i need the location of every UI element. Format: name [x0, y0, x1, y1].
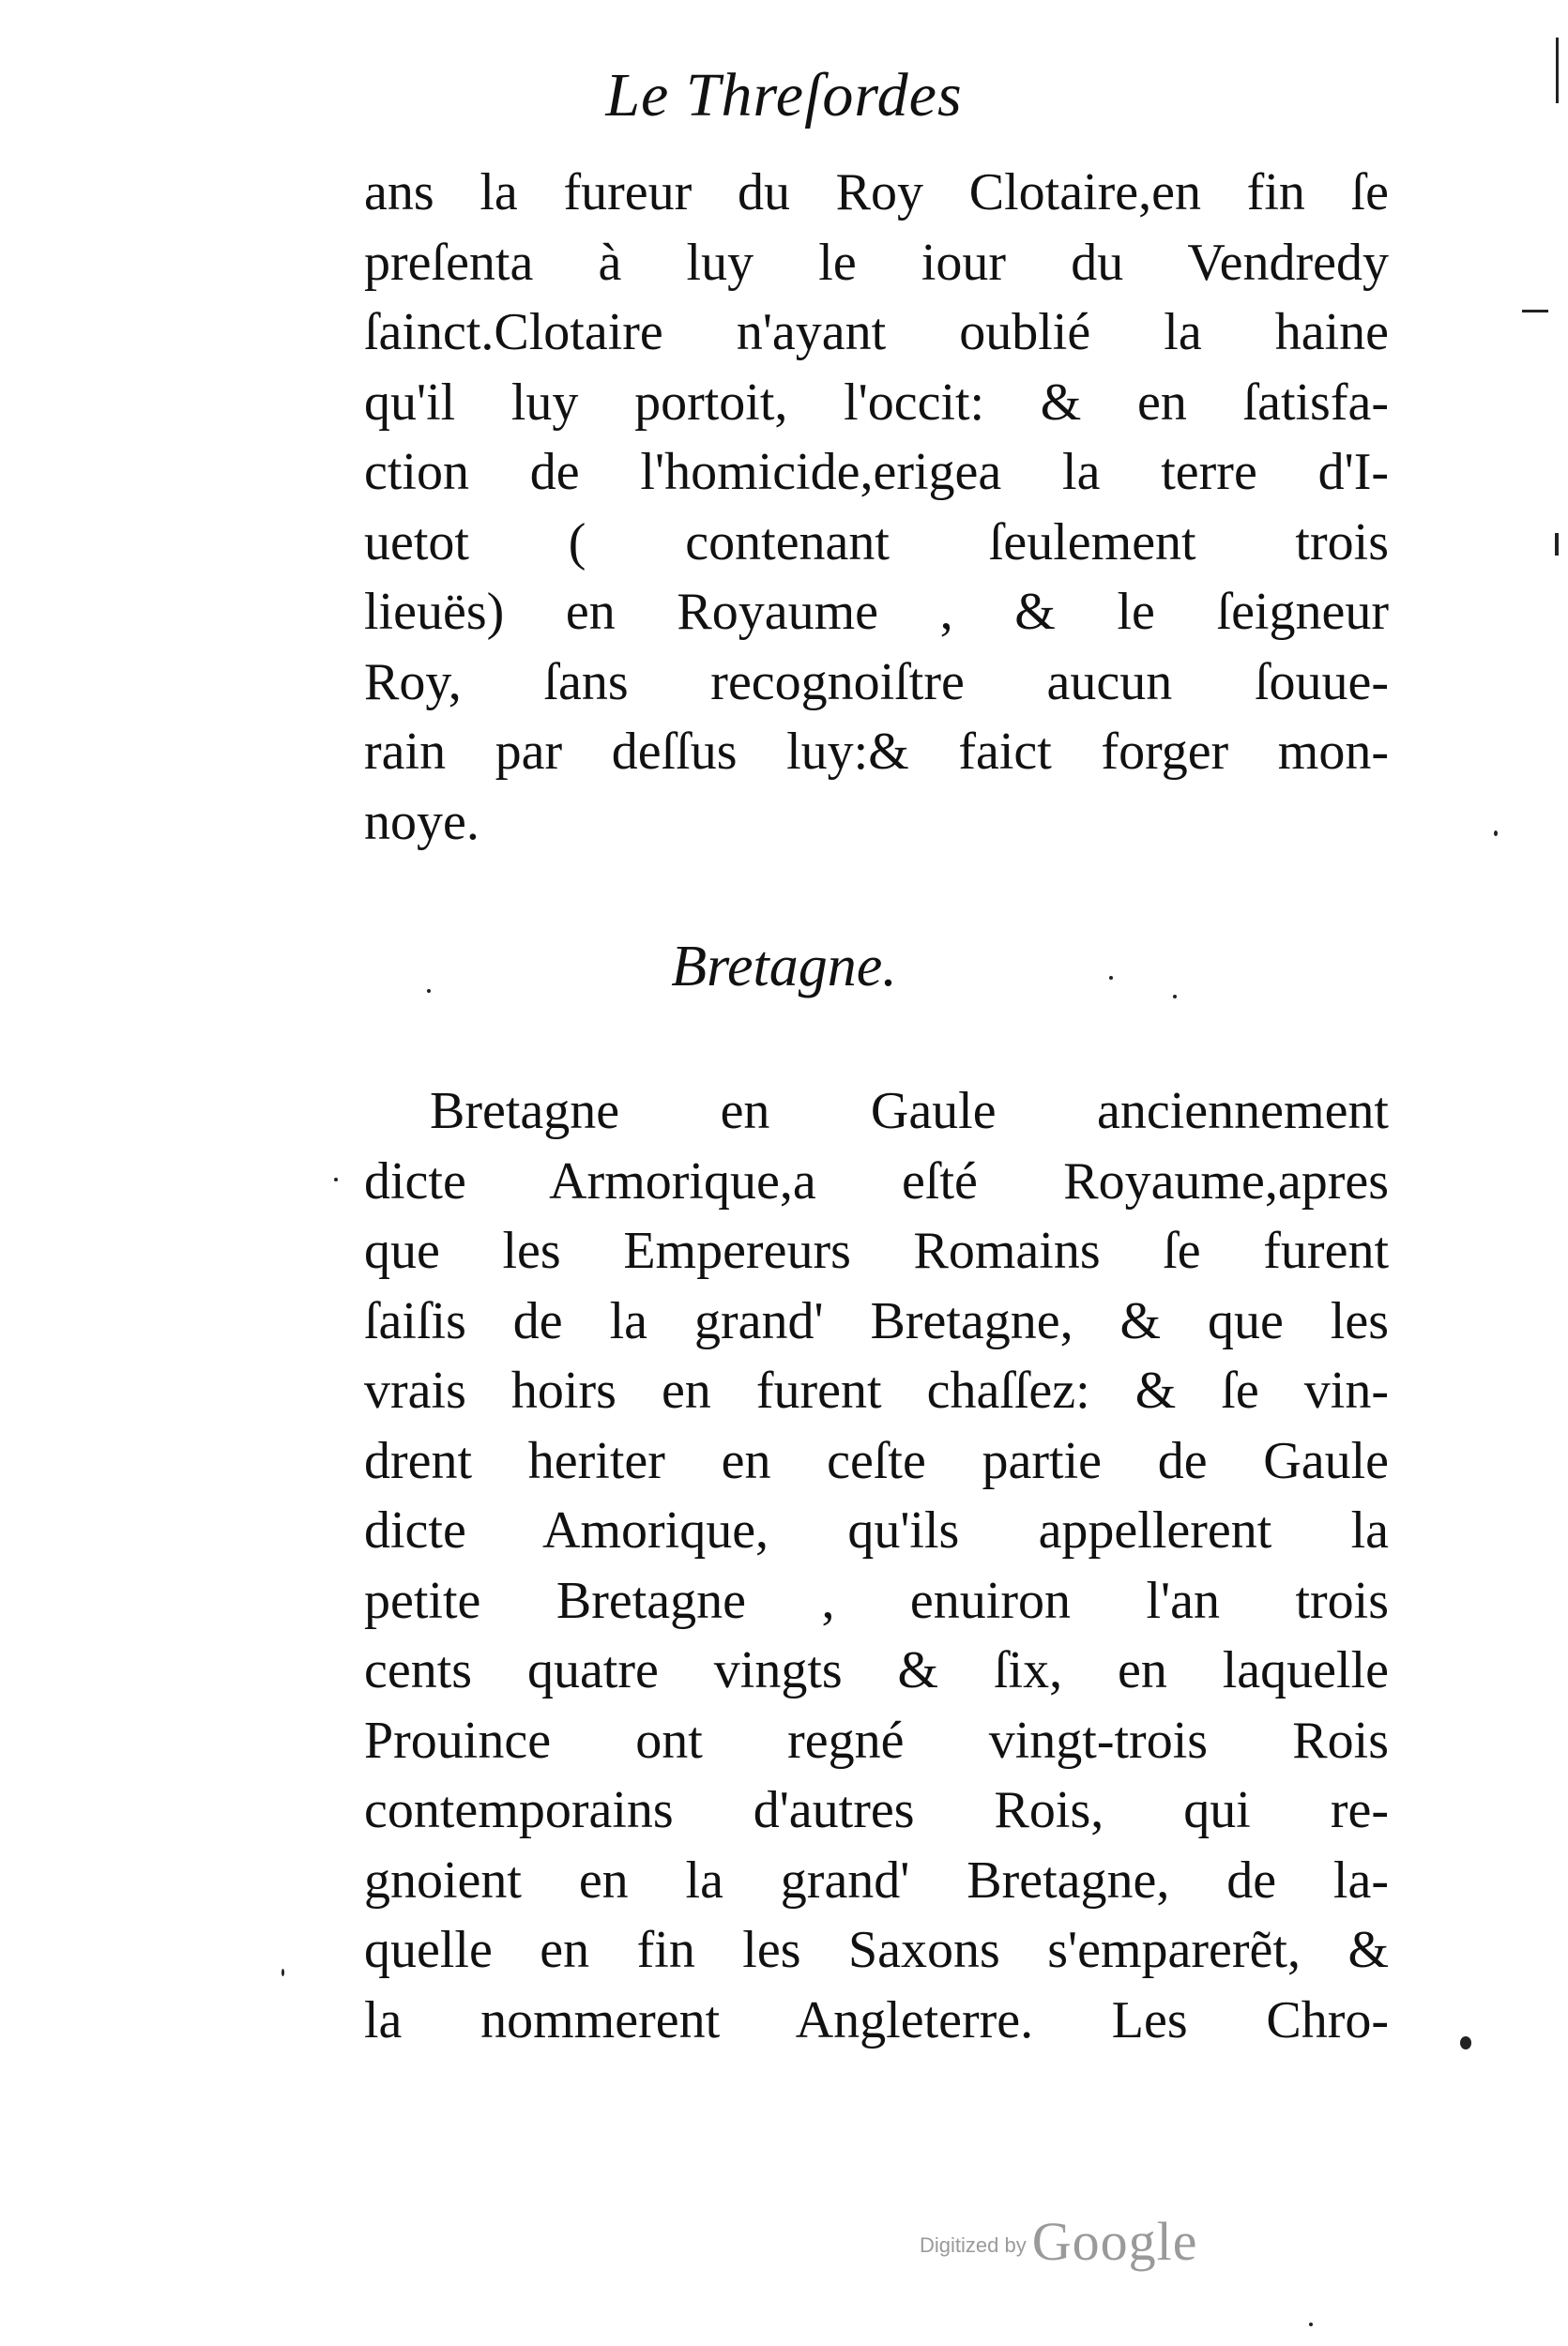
text-line: cents quatre vingts & ſix, en laquelle	[364, 1641, 1389, 1699]
text-line: que les Empereurs Romains ſe furent	[364, 1222, 1389, 1280]
section-heading: Bretagne.	[671, 935, 897, 998]
text-line: noye.	[364, 792, 480, 851]
scan-speck	[1173, 995, 1177, 998]
scan-speck	[427, 989, 431, 993]
text-line: preſenta à luy le iour du Vendredy	[364, 233, 1389, 292]
scan-speck	[1494, 830, 1498, 836]
text-line: qu'il luy portoit, l'occit: & en ſatisfa-	[364, 373, 1389, 432]
text-line: la nommerent Angleterre. Les Chro-	[364, 1990, 1389, 2049]
text-line: ſainct.Clotaire n'ayant oublié la haine	[364, 303, 1389, 361]
paragraph-1	[364, 158, 1389, 857]
text-line: gnoient en la grand' Bretagne, de la-	[364, 1851, 1389, 1910]
google-logo: Google	[1031, 2211, 1198, 2272]
text-line: petite Bretagne , enuiron l'an trois	[364, 1571, 1389, 1630]
running-head: Le Threſordes	[605, 61, 963, 129]
scan-speck	[282, 1969, 284, 1976]
text-line: ſaiſis de la grand' Bretagne, & que les	[364, 1291, 1389, 1350]
text-line: dicte Armorique,a eſté Royaume,apres	[364, 1151, 1389, 1211]
digitized-watermark	[920, 2210, 1197, 2273]
paragraph-2	[364, 1076, 1389, 2055]
text-line: ction de l'homicide,erigea la terre d'I-	[364, 443, 1389, 501]
text-line: rain par deſſus luy:& faict forger mon-	[364, 723, 1389, 781]
text-line: drent heriter en ceſte partie de Gaule	[364, 1431, 1389, 1490]
margin-mark	[1556, 38, 1559, 103]
text-line: vrais hoirs en furent chaſſez: & ſe vin-	[364, 1362, 1389, 1420]
margin-mark	[1555, 533, 1559, 556]
text-line: ans la fureur du Roy Clotaire,en fin ſe	[364, 163, 1389, 221]
text-line: uetot ( contenant ſeulement trois	[364, 512, 1389, 571]
text-line: dicte Amorique, qu'ils appellerent la	[364, 1501, 1389, 1560]
scan-speck	[1309, 2323, 1313, 2326]
text-line: Bretagne en Gaule anciennement	[430, 1082, 1389, 1140]
margin-mark	[1522, 310, 1548, 312]
text-line: contemporains d'autres Rois, qui re-	[364, 1781, 1389, 1839]
scan-speck	[1460, 2036, 1471, 2049]
text-line: quelle en fin les Saxons s'emparerẽt, &	[364, 1921, 1389, 1979]
text-line: Prouince ont regné vingt-trois Rois	[364, 1711, 1389, 1770]
scan-speck	[1109, 976, 1113, 980]
text-line: lieuës) en Royaume , & le ſeigneur	[364, 583, 1389, 641]
watermark-prefix: Digitized by	[920, 2233, 1027, 2257]
text-line: Roy, ſans recognoiſtre aucun ſouue-	[364, 652, 1389, 711]
scan-speck	[334, 1178, 338, 1181]
